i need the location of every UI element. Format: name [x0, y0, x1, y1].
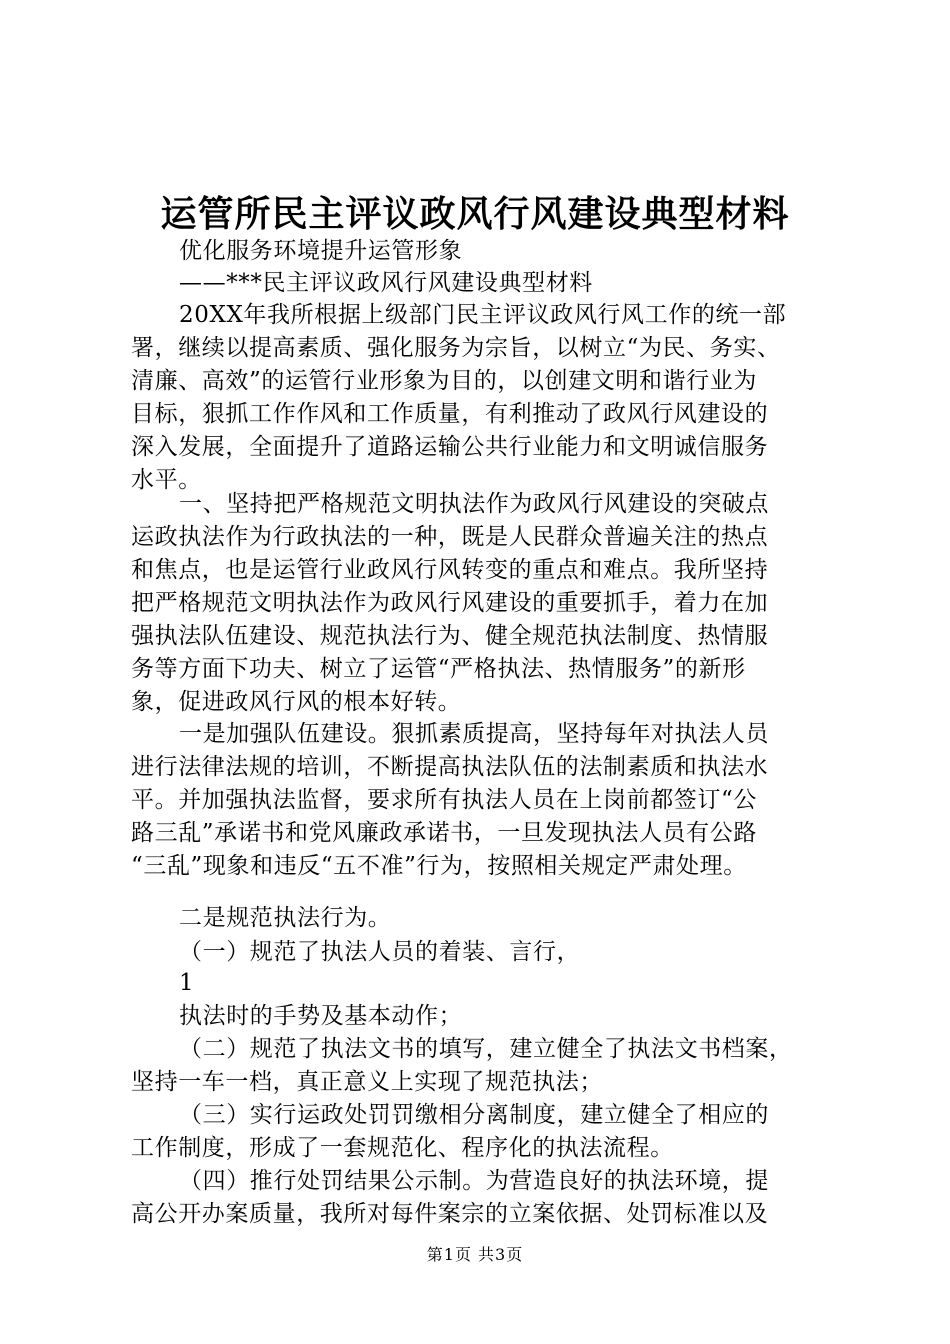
paragraph-line: 20XX年我所根据上级部门民主评议政风行风工作的统一部 [179, 302, 787, 328]
paragraph-line: 目标，狠抓工作作风和工作质量，有利推动了政风行风建设的 [131, 401, 769, 427]
paragraph-line: 平。并加强执法监督，要求所有执法人员在上岗前都签订“公 [131, 787, 757, 813]
paragraph-line: 坚持一车一档，真正意义上实现了规范执法； [131, 1069, 603, 1095]
paragraph-line: 把严格规范文明执法作为政风行风建设的重要抓手，着力在加 [131, 590, 769, 616]
paragraph-line: 强执法队伍建设、规范执法行为、健全规范执法制度、热情服 [131, 623, 769, 649]
document-title: 运管所民主评议政风行风建设典型材料 [160, 194, 790, 235]
page-footer: 第1页 共3页 [426, 1245, 524, 1264]
paragraph-line: （一）规范了执法人员的着装、言行， [179, 939, 581, 965]
section-heading: 一、坚持把严格规范文明执法作为政风行风建设的突破点 [179, 491, 769, 517]
paragraph-line: 运政执法作为行政执法的一种，既是人民群众普遍关注的热点 [131, 524, 769, 550]
paragraph-line: （二）规范了执法文书的填写，建立健全了执法文书档案， [179, 1036, 793, 1062]
paragraph-line: 深入发展，全面提升了道路运输公共行业能力和文明诚信服务 [131, 434, 769, 460]
paragraph-line: 高公开办案质量，我所对每件案宗的立案依据、处罚标准以及 [131, 1201, 769, 1227]
page-number-inline: 1 [179, 970, 195, 996]
paragraph-line: 署，继续以提高素质、强化服务为宗旨，以树立“为民、务实、 [131, 335, 781, 361]
paragraph-line: 路三乱”承诺书和党风廉政承诺书，一旦发现执法人员有公路 [131, 820, 757, 846]
paragraph-line: 一是加强队伍建设。狠抓素质提高，坚持每年对执法人员 [179, 721, 769, 747]
paragraph-line: 二是规范执法行为。 [179, 905, 392, 931]
subtitle-secondary: ——***民主评议政风行风建设典型材料 [179, 270, 593, 296]
paragraph-line: （三）实行运政处罚罚缴相分离制度，建立健全了相应的 [179, 1102, 769, 1128]
paragraph-line: （四）推行处罚结果公示制。为营造良好的执法环境，提 [179, 1168, 769, 1194]
paragraph-line: “三乱”现象和违反“五不准”行为，按照相关规定严肃处理。 [131, 853, 747, 879]
paragraph-line: 和焦点，也是运管行业政风行风转变的重点和难点。我所坚持 [131, 557, 769, 583]
paragraph-line: 工作制度，形成了一套规范化、程序化的执法流程。 [131, 1135, 674, 1161]
paragraph-line: 清廉、高效”的运管行业形象为目的，以创建文明和谐行业为 [131, 368, 757, 394]
paragraph-line: 象，促进政风行风的根本好转。 [131, 689, 462, 715]
paragraph-line: 进行法律法规的培训，不断提高执法队伍的法制素质和执法水 [131, 754, 769, 780]
subtitle: 优化服务环境提升运管形象 [179, 238, 463, 264]
paragraph-line: 执法时的手势及基本动作； [179, 1003, 463, 1029]
paragraph-line: 水平。 [131, 467, 202, 493]
paragraph-line: 务等方面下功夫、树立了运管“严格执法、热情服务”的新形 [131, 656, 746, 682]
